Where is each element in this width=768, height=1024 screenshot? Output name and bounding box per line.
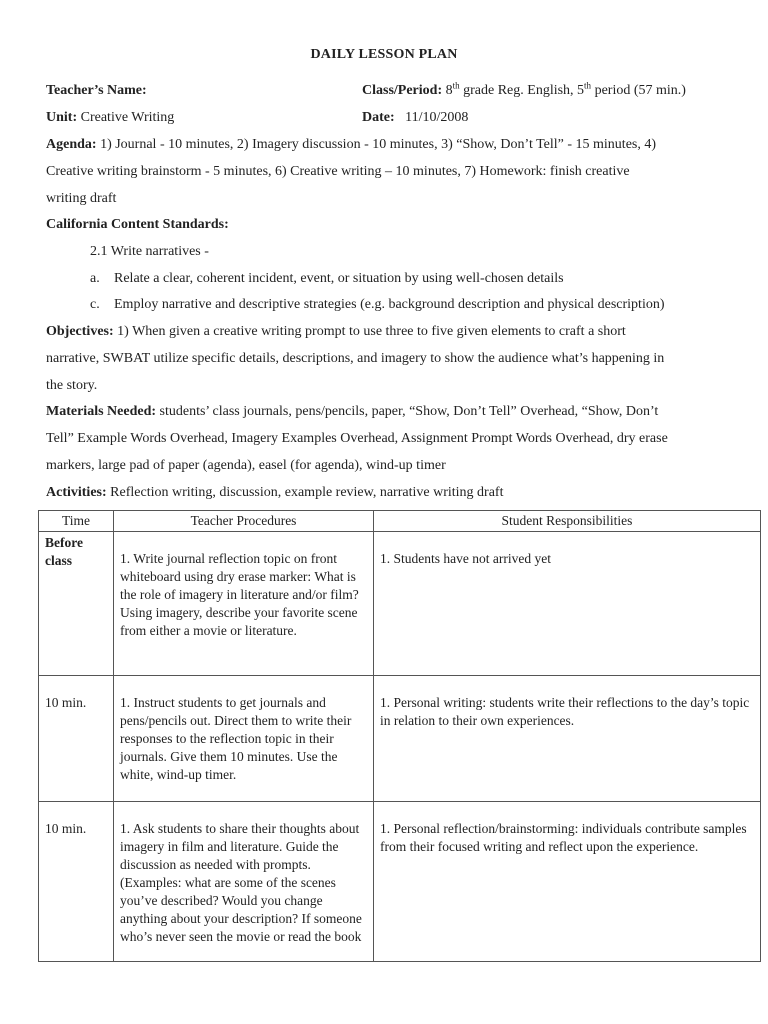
objectives-line-2: narrative, SWBAT utilize specific details, descriptions, and imagery to show the audience what’s happening in — [46, 351, 665, 366]
objectives-label: Objectives: — [46, 324, 114, 339]
unit-label: Unit: — [46, 110, 78, 125]
class-period: Class/Period: 8th grade Reg. English, 5th period (57 min.) — [362, 80, 686, 98]
class-period-label: Class/Period: — [362, 83, 443, 98]
materials-line-1: Materials Needed: students’ class journals, pens/pencils, paper, “Show, Don’t Tell” Overhead, “Show, Don’t — [46, 404, 659, 419]
header-time: Time — [39, 511, 114, 532]
agenda-line-3: writing draft — [46, 191, 117, 206]
materials-line-2: Tell” Example Words Overhead, Imagery Examples Overhead, Assignment Prompt Words Overhead, dry erase — [46, 431, 668, 446]
materials-line-3: markers, large pad of paper (agenda), easel (for agenda), wind-up timer — [46, 458, 446, 473]
agenda-line-2: Creative writing brainstorm - 5 minutes, 6) Creative writing – 10 minutes, 7) Homework: finish creative — [46, 164, 630, 179]
header-teacher-procedures: Teacher Procedures — [114, 511, 374, 532]
student-responsibility-cell: 1. Students have not arrived yet — [374, 532, 761, 676]
teacher-name-label: Teacher’s Name: — [46, 83, 147, 98]
unit-value: Creative Writing — [80, 110, 175, 125]
time-cell: Before class — [39, 532, 114, 676]
teacher-class-row — [46, 77, 736, 104]
date — [362, 104, 468, 131]
teacher-procedure-cell: 1. Ask students to share their thoughts about imagery in film and literature. Guide the discussion as needed with prompts. (Examples: what are some of the scenes you’ve described? Would you change anything about your description? If someone who’s never seen the movie or read the book — [114, 802, 374, 962]
teacher-procedure-cell: 1. Write journal reflection topic on front whiteboard using dry erase marker: What is the role of imagery in literature and/or film? Using imagery, describe your favorite scene from either a movie or literature. — [114, 532, 374, 676]
objectives-line-1: Objectives: 1) When given a creative writing prompt to use three to five given elements to craft a short — [46, 324, 626, 339]
standards-item-c: c. Employ narrative and descriptive strategies (e.g. background description and physical description) — [90, 297, 665, 312]
objectives-line-3: the story. — [46, 378, 98, 393]
procedures-table — [38, 510, 761, 962]
teacher-procedure-cell: 1. Instruct students to get journals and pens/pencils out. Direct them to write their responses to the reflection topic in their journals. Give them 10 minutes. Use the white, wind-up timer. — [114, 676, 374, 802]
student-responsibility-cell: 1. Personal reflection/brainstorming: individuals contribute samples from their focused writing and reflect upon the experience. — [374, 802, 761, 962]
time-cell: 10 min. — [39, 802, 114, 962]
materials-label: Materials Needed: — [46, 404, 157, 419]
standards-item: 2.1 Write narratives - — [90, 244, 209, 259]
activities-line: Activities: Reflection writing, discussion, example review, narrative writing draft — [46, 485, 504, 500]
table-header-row — [39, 511, 761, 532]
unit-date-row — [46, 104, 736, 131]
header-student-responsibilities: Student Responsibilities — [374, 511, 761, 532]
date-value: 11/10/2008 — [405, 110, 469, 125]
standards-heading: California Content Standards: — [46, 217, 229, 232]
date-label: Date: — [362, 110, 395, 125]
table-row — [39, 676, 761, 802]
time-cell: 10 min. — [39, 676, 114, 802]
table-row — [39, 532, 761, 676]
agenda-line-1: Agenda: 1) Journal - 10 minutes, 2) Imagery discussion - 10 minutes, 3) “Show, Don’t Tell” - 15 minutes, 4) — [46, 137, 657, 152]
document-title: DAILY LESSON PLAN — [310, 47, 458, 62]
activities-label: Activities: — [46, 485, 107, 500]
agenda-label: Agenda: — [46, 137, 97, 152]
standards-item-a: a. Relate a clear, coherent incident, event, or situation by using well-chosen details — [90, 271, 564, 286]
student-responsibility-cell: 1. Personal writing: students write their reflections to the day’s topic in relation to their own experiences. — [374, 676, 761, 802]
table-row — [39, 802, 761, 962]
